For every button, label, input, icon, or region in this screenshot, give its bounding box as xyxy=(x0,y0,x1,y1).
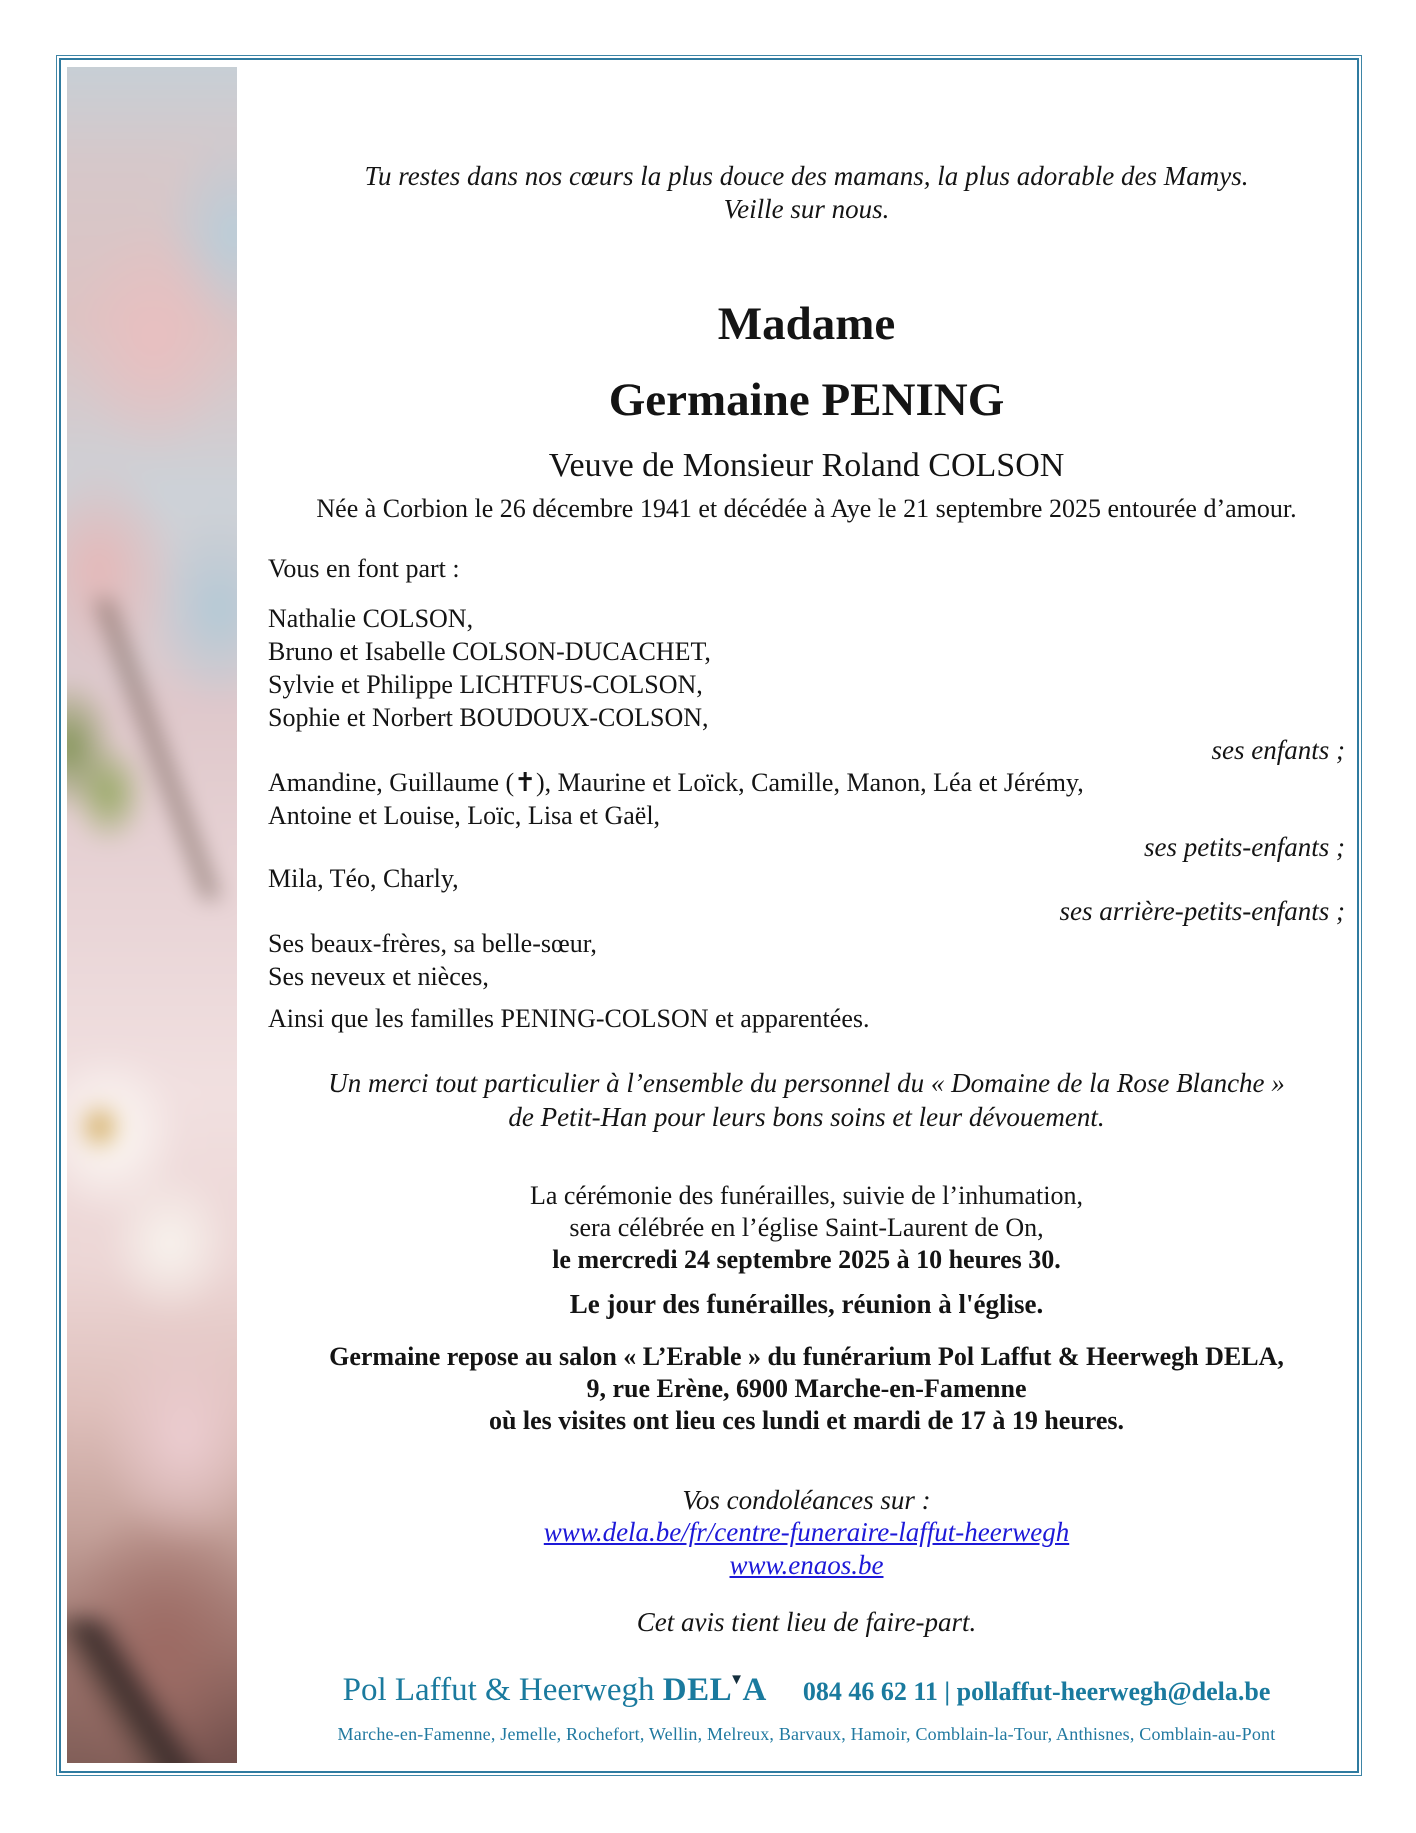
ceremony-line1: La cérémonie des funérailles, suivie de l’inhumation, xyxy=(529,1181,1084,1210)
thanks-paragraph xyxy=(268,1066,1345,1134)
announcement-content xyxy=(268,0,1345,1833)
funeral-home-footer xyxy=(268,1672,1345,1709)
child-line: Nathalie COLSON, xyxy=(268,604,474,633)
reunion-line: Le jour des funérailles, réunion à l'église. xyxy=(569,1289,1044,1319)
ceremony-date-line: le mercredi 24 septembre 2025 à 10 heures 30. xyxy=(552,1245,1061,1274)
condolence-link-enaos-line xyxy=(268,1549,1345,1581)
children-list xyxy=(268,602,1345,734)
notice-line: Cet avis tient lieu de faire-part. xyxy=(636,1607,977,1637)
memorial-quote xyxy=(268,160,1345,226)
grandchild-line: Amandine, Guillaume (✝), Maurine et Loïck, Camille, Manon, Léa et Jérémy, xyxy=(268,768,1084,797)
condolence-link-dela[interactable]: www.dela.be/fr/centre-funeraire-laffut-heerwegh xyxy=(543,1517,1070,1547)
child-line: Sophie et Norbert BOUDOUX-COLSON, xyxy=(268,703,709,732)
great-grandchildren-list: Mila, Téo, Charly, xyxy=(268,864,459,893)
funeral-home-contact: 084 46 62 11 | pollaffut-heerwegh@dela.be xyxy=(802,1677,1271,1706)
dela-triangle-icon: ▼ xyxy=(729,1672,745,1688)
thanks-line1: Un merci tout particulier à l’ensemble du personnel du « Domaine de la Rose Blanche » xyxy=(328,1068,1285,1098)
funeral-home-name: Pol Laffut & Heerwegh xyxy=(342,1672,655,1708)
funeral-home-logo xyxy=(343,1672,767,1709)
condolences-label: Vos condoléances sur : xyxy=(682,1485,931,1515)
thanks-line2: de Petit-Han pour leurs bons soins et leur dévouement. xyxy=(508,1102,1105,1132)
cherry-blossom-photo xyxy=(67,67,237,1763)
families-line: Ainsi que les familles PENING-COLSON et apparentées. xyxy=(268,1004,870,1033)
relative-line: Ses beaux-frères, sa belle-sœur, xyxy=(268,929,597,958)
life-dates-line: Née à Corbion le 26 décembre 1941 et décédée à Aye le 21 septembre 2025 entourée d’amour. xyxy=(316,494,1297,523)
relatives-list xyxy=(268,927,1345,993)
memorial-quote-line1: Tu restes dans nos cœurs la plus douce des mamans, la plus adorable des Mamys. xyxy=(364,161,1249,191)
child-line: Sylvie et Philippe LICHTFUS-COLSON, xyxy=(268,670,703,699)
announcement-intro: Vous en font part : xyxy=(268,554,460,583)
repose-line3: où les visites ont lieu ces lundi et mardi de 17 à 19 heures. xyxy=(488,1406,1125,1435)
repose-line1: Germaine repose au salon « L’Erable » du funérarium Pol Laffut & Heerwegh DELA, xyxy=(329,1342,1284,1371)
children-label: ses enfants ; xyxy=(1211,735,1345,765)
condolence-link-enaos[interactable]: www.enaos.be xyxy=(729,1550,884,1580)
condolence-link-dela-line xyxy=(268,1516,1345,1548)
cherry-blossom-photo-blur xyxy=(67,67,237,1763)
repose-paragraph xyxy=(268,1341,1345,1437)
relative-line: Ses neveux et nièces, xyxy=(268,962,489,991)
funeral-home-locations: Marche-en-Famenne, Jemelle, Rochefort, Wellin, Melreux, Barvaux, Hamoir, Comblain-la-Tour, Anthisnes, Comblain-au-Pont xyxy=(337,1724,1276,1744)
child-line: Bruno et Isabelle COLSON-DUCACHET, xyxy=(268,637,711,666)
ceremony-paragraph xyxy=(268,1180,1345,1276)
great-grandchildren-label: ses arrière-petits-enfants ; xyxy=(1059,896,1345,926)
dela-wordmark: DEL▼A xyxy=(662,1672,767,1708)
repose-line2: 9, rue Erène, 6900 Marche-en-Famenne xyxy=(586,1374,1027,1403)
deceased-title: Madame xyxy=(717,298,896,350)
relation-line: Veuve de Monsieur Roland COLSON xyxy=(548,447,1065,484)
grandchild-line: Antoine et Louise, Loïc, Lisa et Gaël, xyxy=(268,801,661,830)
deceased-title-block xyxy=(268,286,1345,438)
deceased-name: Germaine PENING xyxy=(608,374,1005,426)
memorial-quote-line2: Veille sur nous. xyxy=(723,194,890,224)
ceremony-line2: sera célébrée en l’église Saint-Laurent de On, xyxy=(569,1213,1044,1242)
grandchildren-list xyxy=(268,766,1345,832)
grandchildren-label: ses petits-enfants ; xyxy=(1144,832,1345,862)
